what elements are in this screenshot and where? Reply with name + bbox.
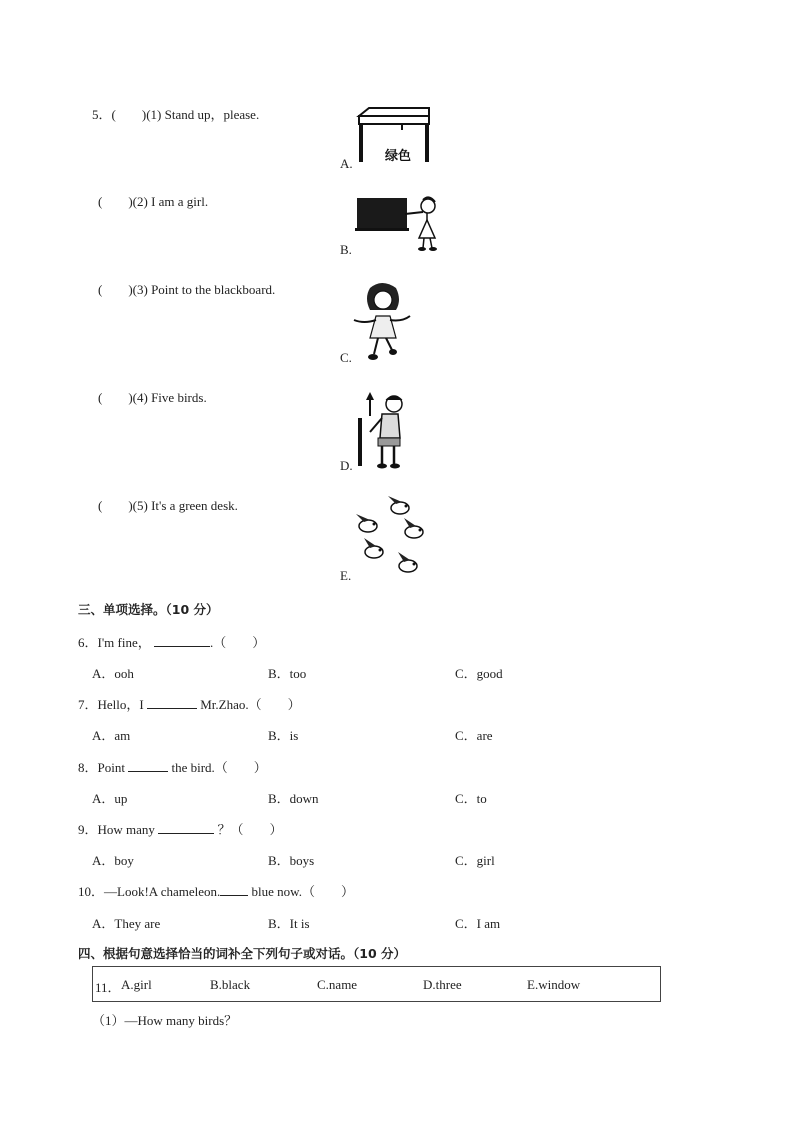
- word-option: A.girl: [121, 977, 152, 992]
- option-c: C．are: [455, 728, 493, 743]
- question-number: 10．: [78, 884, 105, 899]
- option-a: A．They are: [92, 916, 161, 931]
- option-c: C．girl: [455, 853, 495, 868]
- answer-paren: ( ): [98, 390, 133, 405]
- option-a: A．ooh: [92, 666, 134, 681]
- word-option: D.three: [423, 977, 462, 992]
- answer-blank: [128, 760, 168, 772]
- question-text: ？（ ）: [217, 822, 283, 837]
- question-5-item-2: [98, 191, 208, 210]
- five-birds-icon: [352, 494, 432, 580]
- word-bank-box: [92, 966, 661, 1002]
- question-10: [78, 881, 354, 900]
- picture-label-e: E.: [340, 568, 352, 583]
- bird-icon: [364, 538, 383, 558]
- section-4-title: 四、根据句意选择恰当的词补全下列句子或对话。（10 分）: [78, 946, 406, 961]
- question-number: 6．: [78, 635, 98, 650]
- question-text: .（ ）: [210, 635, 266, 650]
- answer-paren: ( ): [98, 498, 133, 513]
- option-c: C．good: [455, 666, 503, 681]
- option-c: C．I am: [455, 916, 501, 931]
- word-option: C.name: [317, 977, 358, 992]
- item-text: (3) Point to the blackboard.: [132, 282, 276, 297]
- answer-paren: ( ): [98, 282, 133, 297]
- item-text: (4) Five birds.: [132, 390, 207, 405]
- question-text: the bird.（ ）: [171, 760, 267, 775]
- question-11-sub-1: （1）—How many birds？: [92, 1013, 238, 1028]
- question-text: I'm fine，: [97, 635, 151, 650]
- question-text: How many: [97, 822, 155, 837]
- option-b: B．boys: [268, 853, 315, 868]
- question-number: 5．: [92, 107, 112, 122]
- option-b: B．It is: [268, 916, 310, 931]
- picture-label-d: D.: [340, 458, 353, 473]
- bird-icon: [404, 518, 423, 538]
- option-a: A．up: [92, 791, 128, 806]
- boy-standing-up-icon: [352, 388, 412, 470]
- question-9: [78, 819, 282, 838]
- word-option: B.black: [210, 977, 251, 992]
- option-b: B．too: [268, 666, 307, 681]
- question-text: blue now.（ ）: [251, 884, 354, 899]
- option-b: B．down: [268, 791, 319, 806]
- question-number: 9．: [78, 822, 98, 837]
- question-6: [78, 632, 265, 651]
- picture-label-a: A.: [340, 156, 353, 171]
- question-text: Mr.Zhao.（ ）: [200, 697, 301, 712]
- question-5-item-3: [98, 279, 275, 298]
- answer-blank: [220, 884, 248, 896]
- question-number: 8．: [78, 760, 98, 775]
- girl-pointing-blackboard-icon: [355, 192, 445, 254]
- option-b: B．is: [268, 728, 299, 743]
- option-a: A．boy: [92, 853, 134, 868]
- question-text: Point: [97, 760, 125, 775]
- answer-blank: [154, 635, 210, 647]
- question-11-number: 11．: [95, 980, 121, 995]
- answer-paren: ( ): [98, 194, 133, 209]
- item-text: (2) I am a girl.: [132, 194, 209, 209]
- question-number: 7．: [78, 697, 98, 712]
- question-5-item-4: [98, 387, 207, 406]
- item-text: (1) Stand up，please.: [146, 107, 260, 122]
- green-desk-icon: [355, 104, 435, 166]
- question-text: Hello，I: [97, 697, 144, 712]
- question-5-item-1: [92, 104, 259, 123]
- answer-blank: [147, 697, 197, 709]
- picture-label-b: B.: [340, 242, 352, 257]
- option-c: C．to: [455, 791, 487, 806]
- question-text: —Look!A chameleon.: [104, 884, 221, 899]
- answer-blank: [158, 822, 214, 834]
- bird-icon: [388, 496, 409, 514]
- bird-icon: [356, 514, 377, 532]
- dancing-girl-icon: [352, 280, 412, 364]
- option-a: A．am: [92, 728, 131, 743]
- item-text: (5) It's a green desk.: [132, 498, 238, 513]
- picture-label-c: C.: [340, 350, 352, 365]
- section-3-title: 三、单项选择。（10 分）: [78, 602, 219, 617]
- question-7: [78, 694, 301, 713]
- bird-icon: [398, 552, 417, 572]
- question-5-item-5: [98, 495, 238, 514]
- word-option: E.window: [527, 977, 581, 992]
- answer-paren: ( ): [111, 107, 147, 122]
- question-8: [78, 757, 267, 776]
- desk-color-caption: 绿色: [385, 149, 412, 164]
